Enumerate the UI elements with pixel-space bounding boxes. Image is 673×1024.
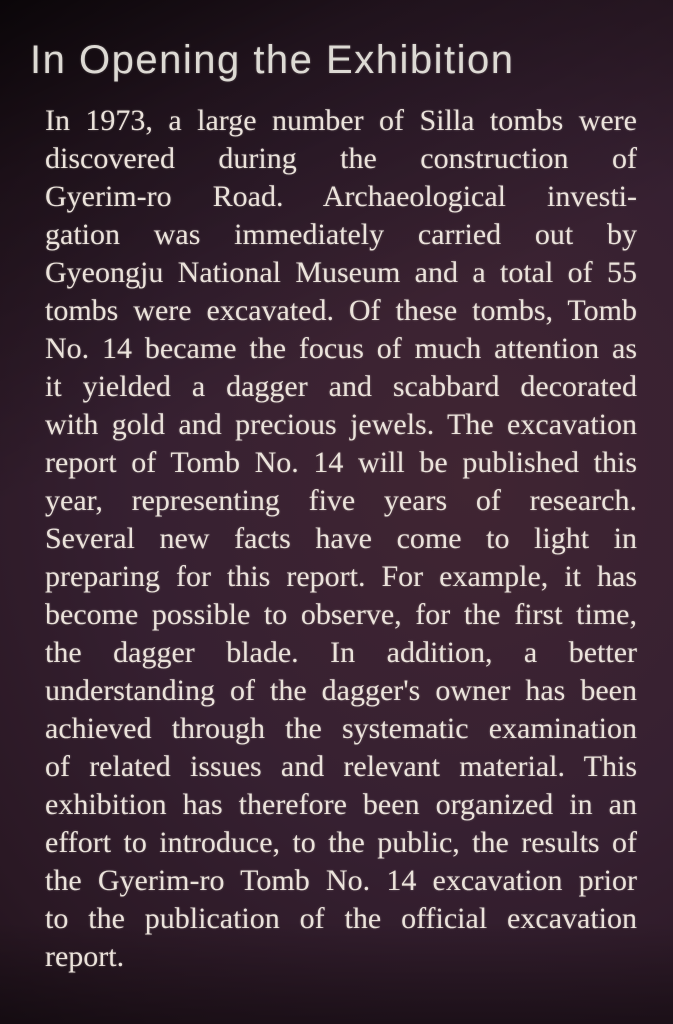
body-line: tombs were excavated. Of these tombs, Tomb (45, 294, 637, 327)
body-line: the Gyerim-ro Tomb No. 14 excavation prior (45, 864, 637, 897)
body-line: effort to introduce, to the public, the results of (45, 826, 637, 859)
panel-title: In Opening the Exhibition (30, 38, 515, 82)
body-line: In 1973, a large number of Silla tombs were (45, 104, 637, 137)
body-line: gation was immediately carried out by (45, 218, 637, 251)
body-line: year, representing five years of research. (45, 484, 637, 517)
body-line: the dagger blade. In addition, a better (45, 636, 637, 669)
body-line: Gyerim-ro Road. Archaeological investi- (45, 180, 637, 213)
body-text (45, 102, 637, 976)
body-line: No. 14 became the focus of much attention as (45, 332, 637, 365)
body-line: of related issues and relevant material. This (45, 750, 637, 783)
body-line: Gyeongju National Museum and a total of 55 (45, 256, 637, 289)
body-line: with gold and precious jewels. The excavation (45, 408, 637, 441)
body-line: to the publication of the official excavation (45, 902, 637, 935)
body-line: achieved through the systematic examination (45, 712, 637, 745)
body-line: preparing for this report. For example, it has (45, 560, 637, 593)
body-line: exhibition has therefore been organized in an (45, 788, 637, 821)
body-line: understanding of the dagger's owner has been (45, 674, 637, 707)
body-line: discovered during the construction of (45, 142, 637, 175)
body-line: Several new facts have come to light in (45, 522, 637, 555)
body-line: report of Tomb No. 14 will be published this (45, 446, 637, 479)
body-line: it yielded a dagger and scabbard decorated (45, 370, 637, 403)
body-line: report. (45, 940, 125, 973)
body-line: become possible to observe, for the first time, (45, 598, 637, 631)
